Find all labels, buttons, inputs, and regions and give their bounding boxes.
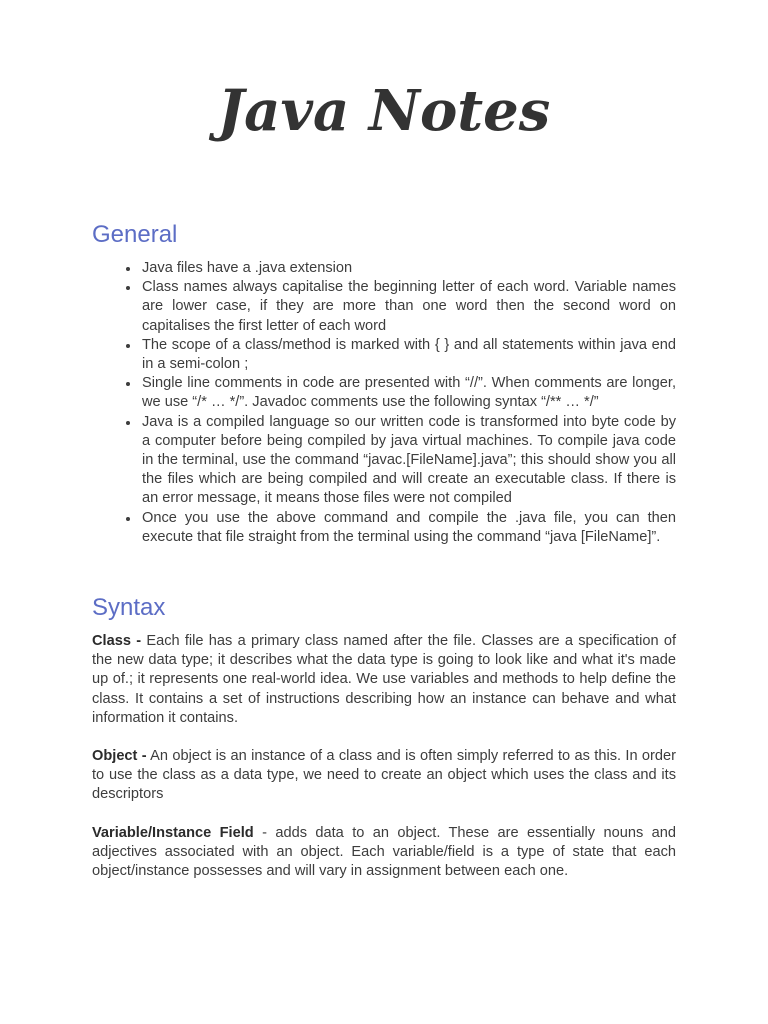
- term-variable-instance-field: Variable/Instance Field: [92, 824, 254, 841]
- section-syntax: [92, 593, 676, 881]
- definition-paragraph-class: [92, 632, 676, 728]
- definition-text-object: An object is an instance of a class and is often simply referred to as this. In order to use the class as a data type, we need to create an object which uses the class and its descriptors: [92, 748, 676, 803]
- bullet-item: • Class names always capitalise the beginning letter of each word. Variable names are lower case, if they are more than one word then the second word on capitalises the first letter of each word: [140, 278, 676, 336]
- definition-paragraph-variable: [92, 824, 676, 882]
- section-heading-general: General: [92, 221, 178, 248]
- definition-text-class: Each file has a primary class named after the file. Classes are a specification of the new data type; it describes what the data type is going to look like and what it's made up of.; it represents one real-world idea. We use variables and methods to help define the class. It contains a set of instructions describing how an instance can behave and what information it contains.: [92, 633, 676, 726]
- definition-text-variable: - adds data to an object. These are essentially nouns and adjectives associated with an object. Each variable/field is a type of state that each object/instance possesses and will vary in assignment between each one.: [92, 824, 676, 880]
- bullet-item: • Single line comments in code are presented with “//”. When comments are longer, we use “/* … */”. Javadoc comments use the following syntax “/** … */”: [140, 374, 676, 412]
- bullet-item: • Java is a compiled language so our written code is transformed into byte code by a computer before being compiled by java virtual machines. To compile java code in the terminal, use the command “javac.[FileName].java”; this should show you all the files which are being compiled and will create an executable class. If there is an error message, it means those files were not compiled: [140, 413, 676, 509]
- section-heading-syntax: Syntax: [92, 594, 166, 622]
- bullet-item: • Java files have a .java extension: [140, 259, 676, 278]
- definition-paragraph-object: [92, 747, 676, 805]
- bullet-item: • The scope of a class/method is marked with { } and all statements within java end in a semi-colon ;: [140, 336, 676, 374]
- term-class: Class -: [92, 633, 142, 650]
- general-bullet-list: [92, 259, 676, 547]
- document-title: Java Notes: [217, 78, 551, 144]
- bullet-item: • Once you use the above command and compile the .java file, you can then execute that file straight from the terminal using the command “java [FileName]”.: [140, 509, 676, 547]
- term-object: Object -: [92, 748, 147, 765]
- section-general: [92, 220, 676, 547]
